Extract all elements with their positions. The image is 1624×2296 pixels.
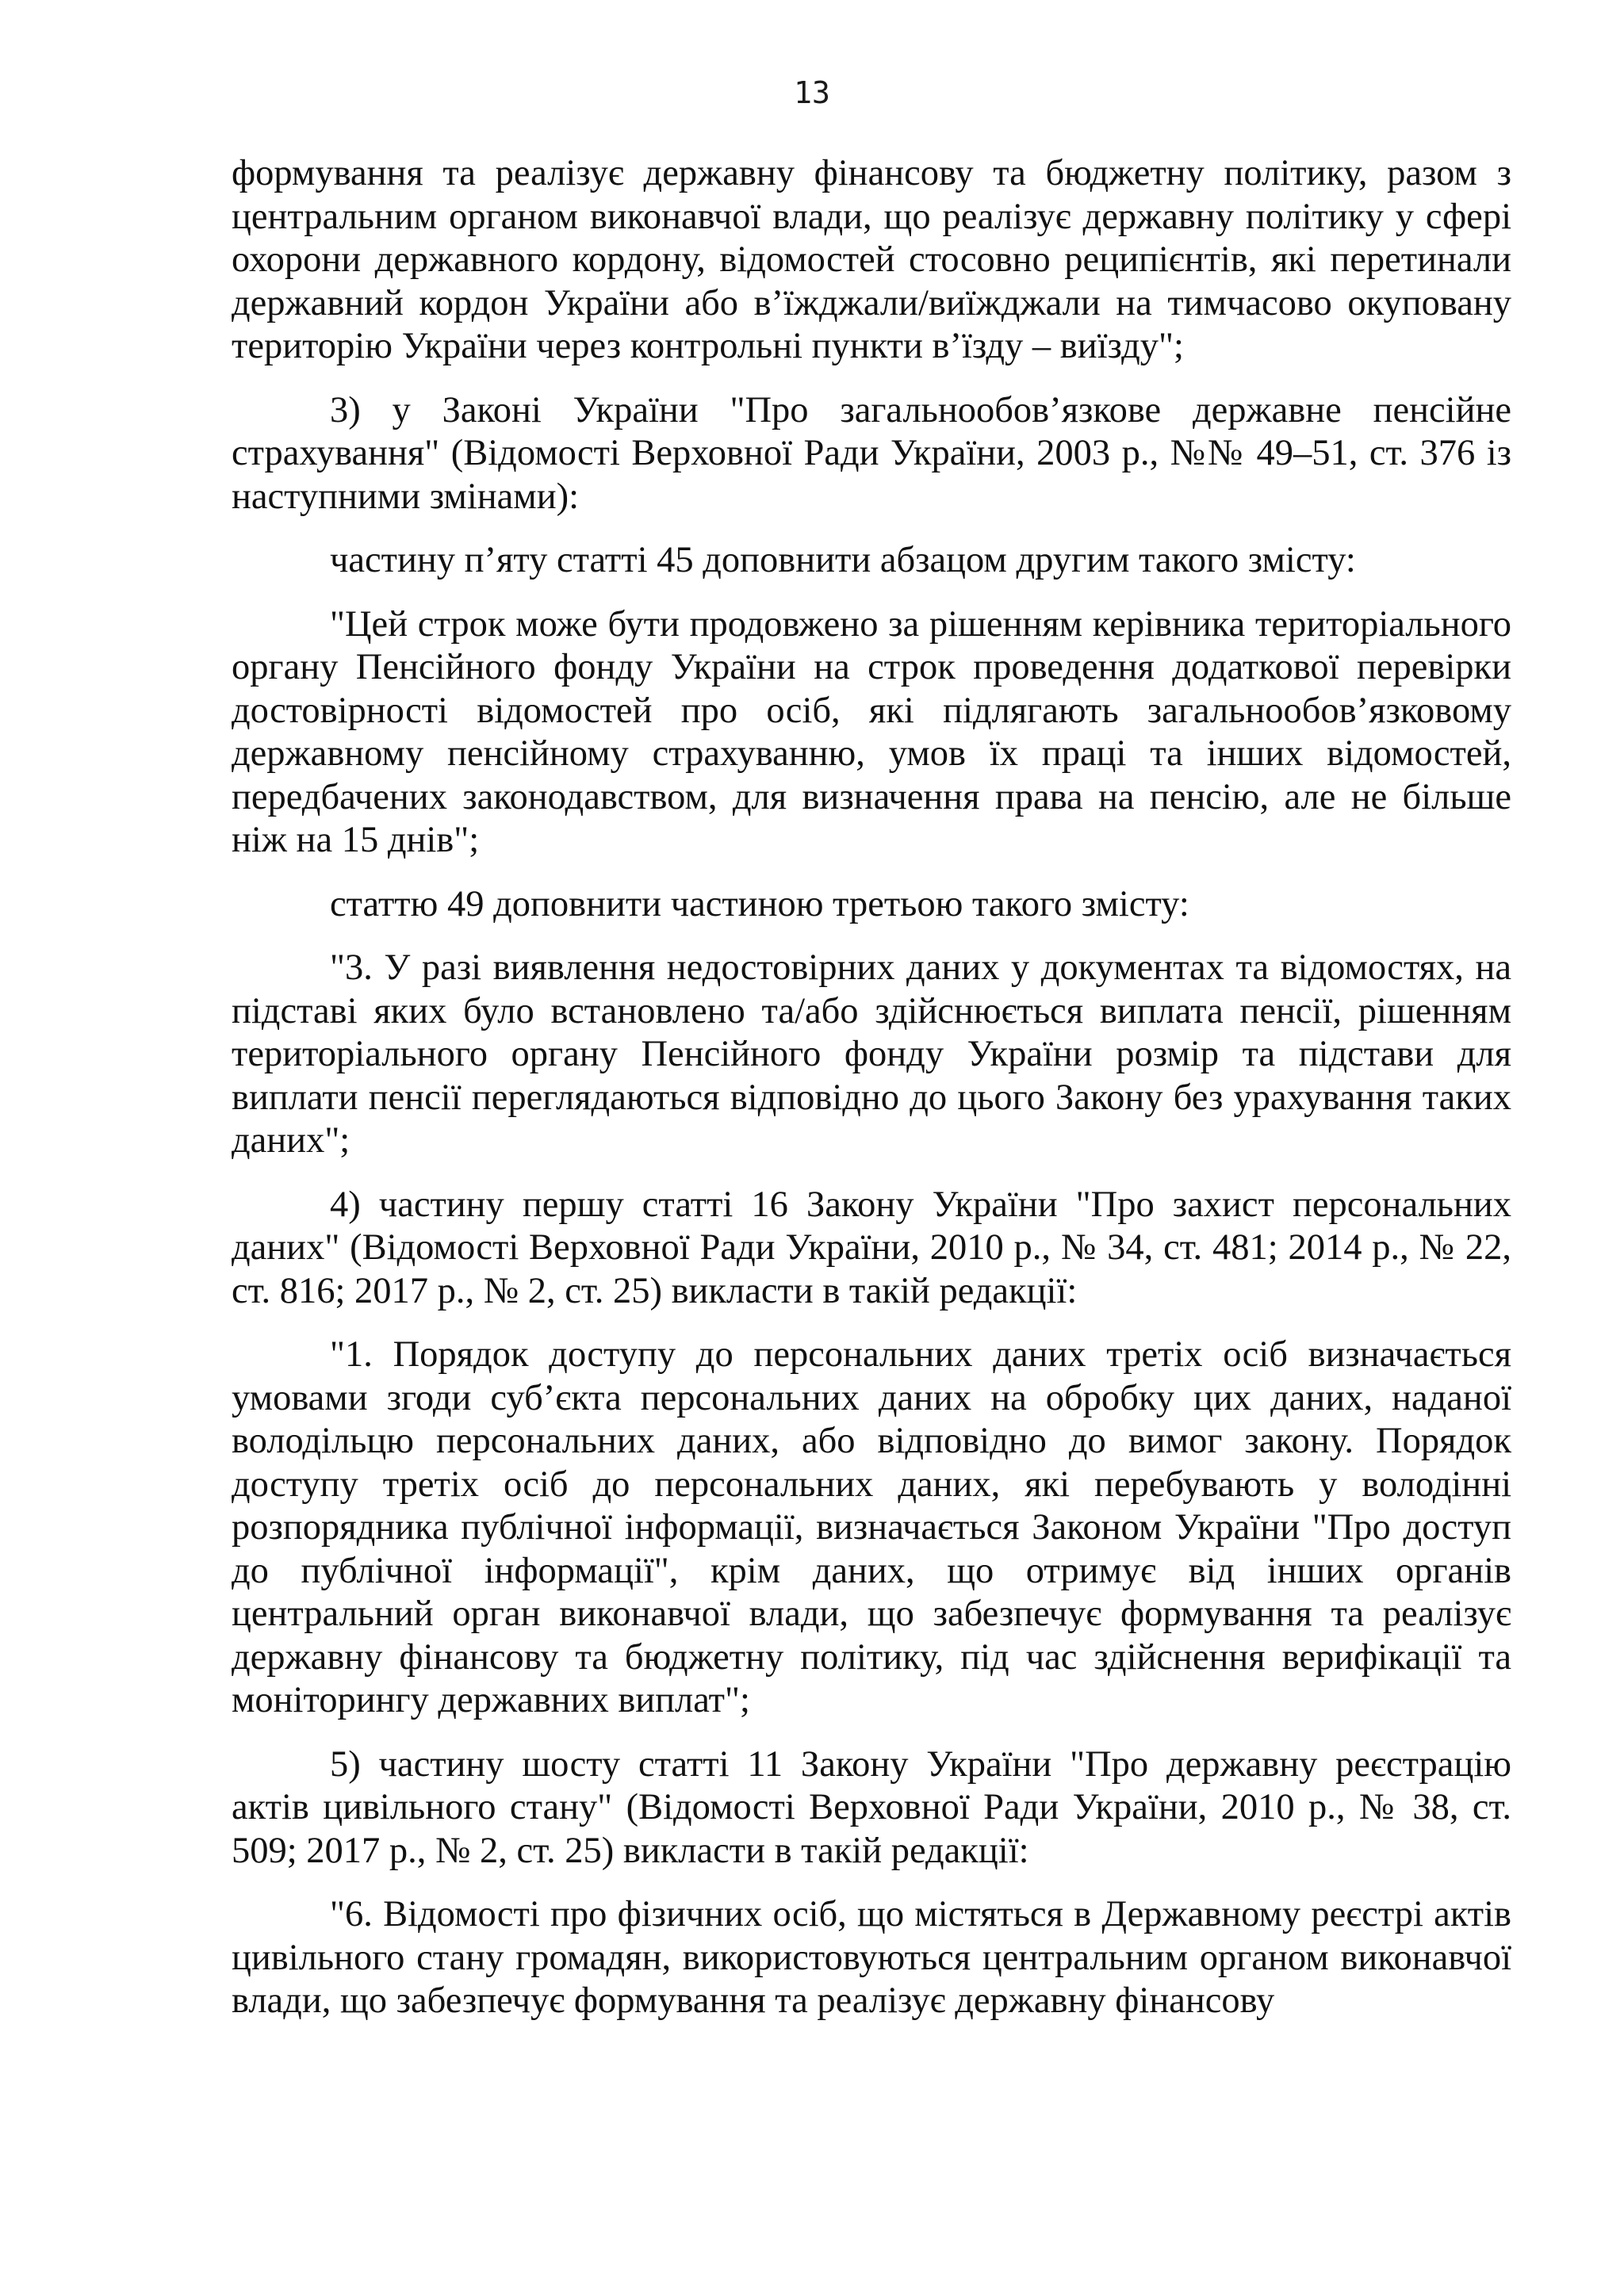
paragraph-item-4: 4) частину першу статті 16 Закону України "Про захист персональних даних" (Відомості Верховної Ради України, 2010 р., № 34, ст. 481; 2014 р., № 22, ст. 816; 2017 р., № 2, ст. 25) викласти в такій редакції:: [232, 1184, 1511, 1311]
page-number: 13: [794, 75, 830, 110]
paragraph-article-49-quote: "3. У разі виявлення недостовірних даних у документах та відомостях, на підставі яких було встановлено та/або здійснюється виплата пенсії, рішенням територіального органу Пенсійного фонду України розмір та підстави для виплати пенсії переглядаються відповідно до цього Закону без урахування таких даних";: [232, 947, 1511, 1161]
paragraph-continuation: формування та реалізує державну фінансову та бюджетну політику, разом з центральним органом виконавчої влади, що реалізує державну політику у сфері охорони державного кордону, відомостей стосовно реципієнтів, які перетинали державний кордон України або в’їжджали/виїжджали на тимчасово окуповану територію України через контрольні пункти в’їзду – виїзду";: [232, 153, 1511, 366]
paragraph-item-5: 5) частину шосту статті 11 Закону України "Про державну реєстрацію актів цивільного стану" (Відомості Верховної Ради України, 2010 р., № 38, ст. 509; 2017 р., № 2, ст. 25) викласти в такій редакції:: [232, 1743, 1511, 1871]
paragraph-item-3: 3) у Законі України "Про загальнообов’язкове державне пенсійне страхування" (Відомості Верховної Ради України, 2003 р., №№ 49–51, ст. 376 із наступними змінами):: [232, 389, 1511, 517]
paragraph-article-49-amendment: статтю 49 доповнити частиною третьою такого змісту:: [330, 883, 1189, 924]
paragraph-article-45-amendment: частину п’яту статті 45 доповнити абзацом другим такого змісту:: [330, 540, 1356, 580]
document-body: [232, 152, 1511, 2044]
paragraph-article-11-quote: "6. Відомості про фізичних осіб, що містяться в Державному реєстрі актів цивільного стану громадян, використовуються центральним органом виконавчої влади, що забезпечує формування та реалізує державну фінансову: [232, 1894, 1511, 2021]
paragraph-article-16-quote: "1. Порядок доступу до персональних даних третіх осіб визначається умовами згоди суб’єкта персональних даних на обробку цих даних, наданої володільцю персональних даних, або відповідно до вимог закону. Порядок доступу третіх осіб до персональних даних, які перебувають у володінні розпорядника публічної інформації, визначається Законом України "Про доступ до публічної інформації", крім даних, що отримує від інших органів центральний орган виконавчої влади, що забезпечує формування та реалізує державну фінансову та бюджетну політику, під час здійснення верифікації та моніторингу державних виплат";: [232, 1334, 1511, 1720]
paragraph-article-45-quote: "Цей строк може бути продовжено за рішенням керівника територіального органу Пенсійного фонду України на строк проведення додаткової перевірки достовірності відомостей про осіб, які підлягають загальнообов’язковому державному пенсійному страхуванню, умов їх праці та інших відомостей, передбачених законодавством, для визначення права на пенсію, але не більше ніж на 15 днів";: [232, 603, 1511, 860]
